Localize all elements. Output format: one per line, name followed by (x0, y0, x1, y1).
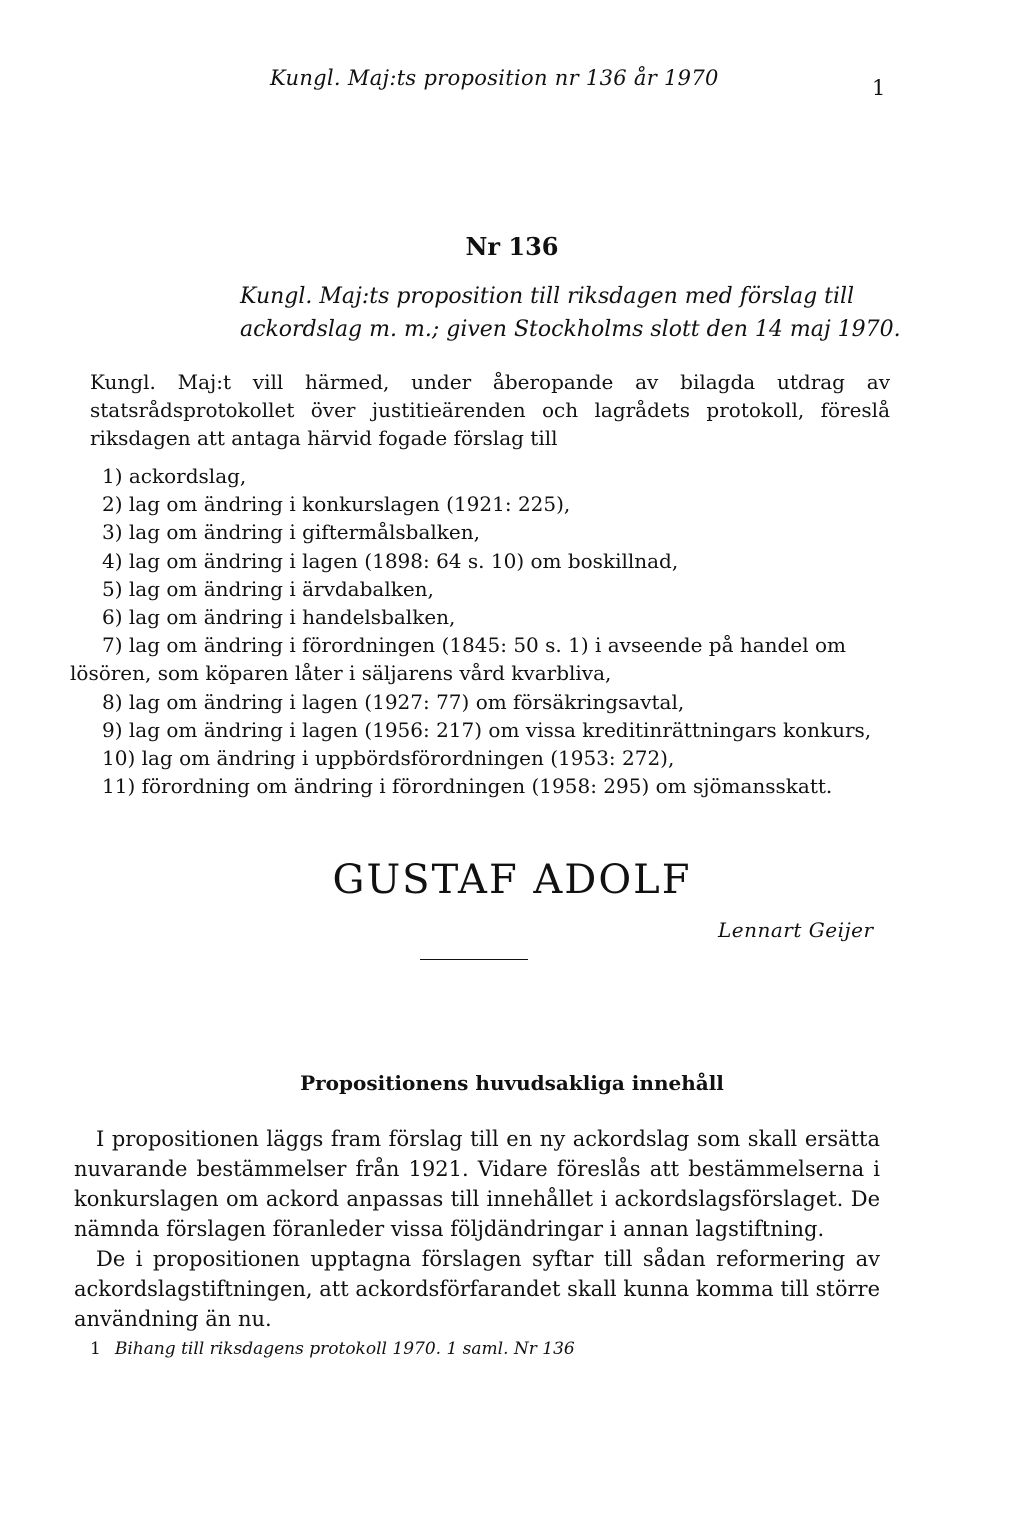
footnote (90, 1339, 575, 1359)
list-item: 2) lag om ändring i konkurslagen (1921: 225), (102, 492, 571, 517)
list-item: 10) lag om ändring i uppbördsförordningen (1953: 272), (102, 746, 675, 771)
running-title: Kungl. Maj:ts proposition nr 136 år 1970 (270, 66, 719, 90)
intro-paragraph: Kungl. Maj:t vill härmed, under åberopande av bilagda utdrag av statsrådsprotokollet över justitieärenden och lagrådets protokoll, föreslå riksdagen att antaga härvid fogade förslag till (90, 370, 890, 450)
list-item: 3) lag om ändring i giftermålsbalken, (102, 520, 480, 545)
list-item: 1) ackordslag, (102, 464, 247, 488)
footnote-number: 1 (90, 1339, 101, 1359)
summary-heading: Propositionens huvudsakliga innehåll (300, 1071, 724, 1095)
summary-paragraph: De i propositionen upptagna förslagen syftar till sådan reformering av ackordslagstiftningen, att ackordsförfarandet skall kunna komma till större användning än nu. (74, 1247, 880, 1331)
proposal-list (70, 462, 890, 800)
list-item: 9) lag om ändring i lagen (1956: 217) om vissa kreditinrättningars konkurs, (102, 717, 872, 742)
list-item: 6) lag om ändring i handelsbalken, (102, 605, 456, 630)
divider-rule (420, 959, 528, 960)
list-item: 4) lag om ändring i lagen (1898: 64 s. 10) om boskillnad, (102, 548, 679, 573)
list-item: 7) lag om ändring i förordningen (1845: 50 s. 1) i avseende på handel om lösören, som köparen låter i säljarens vård kvarbliva, (70, 633, 846, 686)
page-number: 1 (872, 76, 886, 100)
proposition-subtitle: Kungl. Maj:ts proposition till riksdagen med förslag till ackordslag m. m.; given Stockholms slott den 14 maj 1970. (240, 284, 901, 342)
footnote-text: Bihang till riksdagens protokoll 1970. 1 saml. Nr 136 (114, 1339, 575, 1359)
minister-signature: Lennart Geijer (718, 918, 874, 942)
list-item: 5) lag om ändring i ärvdabalken, (102, 576, 434, 601)
proposition-number: Nr 136 (465, 232, 559, 261)
list-item: 11) förordning om ändring i förordningen (1958: 295) om sjömansskatt. (102, 774, 833, 799)
king-signature: GUSTAF ADOLF (332, 857, 692, 903)
list-item: 8) lag om ändring i lagen (1927: 77) om försäkringsavtal, (102, 689, 685, 714)
summary-paragraph: I propositionen läggs fram förslag till en ny ackordslag som skall ersätta nuvarande bestämmelser från 1921. Vidare föreslås att bestämmelserna i konkurslagen om ackord anpassas till innehållet i ackordslagsförslaget. De nämnda förslagen föranleder vissa följdändringar i annan lagstiftning. (74, 1127, 880, 1241)
summary-section (74, 1124, 880, 1334)
